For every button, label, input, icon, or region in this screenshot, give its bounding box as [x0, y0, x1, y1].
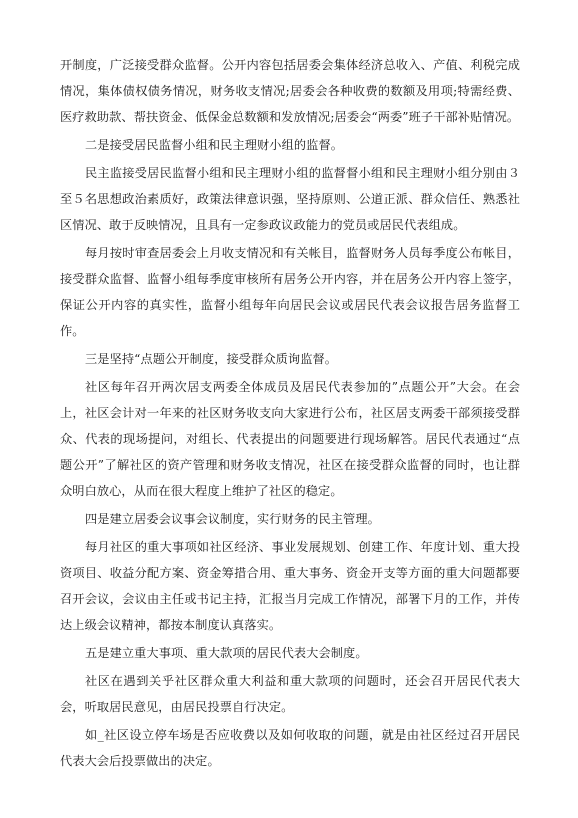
paragraph-3: 民主监接受居民监督小组和民主理财小组的监督督小组和民主理财小组分别由３至５名思想政治素质好，政策法律意识强，坚持原则、公道正派、群众信任、熟悉社区情况、敢于反映情况，且具有一定参政议政能力的党员或居民代表组成。: [60, 166, 520, 232]
paragraph-5: 三是坚持“点题公开制度，接受群众质询监督。: [85, 352, 338, 366]
paragraph-7: 四是建立居委会议事会议制度，实行财务的民主管理。: [85, 512, 380, 526]
paragraph-9: 五是建立重大事项、重大款项的居民代表大会制度。: [85, 646, 368, 660]
paragraph-2: 二是接受居民监督小组和民主理财小组的监督。: [85, 138, 344, 152]
paragraph-4: 每月按时审查居委会上月收支情况和有关帐目，监督财务人员每季度公布帐目，接受群众监督、监督小组每季度审核所有居务公开内容，并在居务公开内容上签字，保证公开内容的真实性，监督小组每年向居民会议或居民代表会议报告居务监督工作。: [60, 246, 520, 338]
paragraph-6: 社区每年召开两次居支两委全体成员及居民代表参加的”点题公开”大会。在会上，社区会计对一年来的社区财务收支向大家进行公布，社区居支两委干部须接受群众、代表的现场提问，对组长、代表提出的问题要进行现场解答。居民代表通过“点题公开”了解社区的资产管理和财务收支情况，社区在接受群众监督的同时，也让群众明白放心，从而在很大程度上维护了社区的稳定。: [60, 380, 520, 498]
paragraph-8: 每月社区的重大事项如社区经济、事业发展规划、创建工作、年度计划、重大投资项目、收益分配方案、资金筹措合用、重大事务、资金开支等方面的重大问题都要召开会议，会议由主任或书记主持，汇报当月完成工作情况，部署下月的工作，并传达上级会议精神，都按本制度认真落实。: [60, 540, 520, 632]
paragraph-11: 如_社区设立停车场是否应收费以及如何收取的问题，就是由社区经过召开居民代表大会后投票做出的决定。: [60, 728, 520, 768]
paragraph-1: 开制度，广泛接受群众监督。公开内容包括居委会集体经济总收入、产值、利税完成情况，集体债权债务情况，财务收支情况;居委会各种收费的数额及用项;特需经费、医疗救助款、帮扶资金、低保金总数额和发放情况;居委会“两委”班子干部补贴情况。: [60, 58, 520, 124]
paragraph-10: 社区在遇到关乎社区群众重大利益和重大款项的问题时，还会召开居民代表大会，听取居民意见，由居民投票自行决定。: [60, 674, 520, 714]
